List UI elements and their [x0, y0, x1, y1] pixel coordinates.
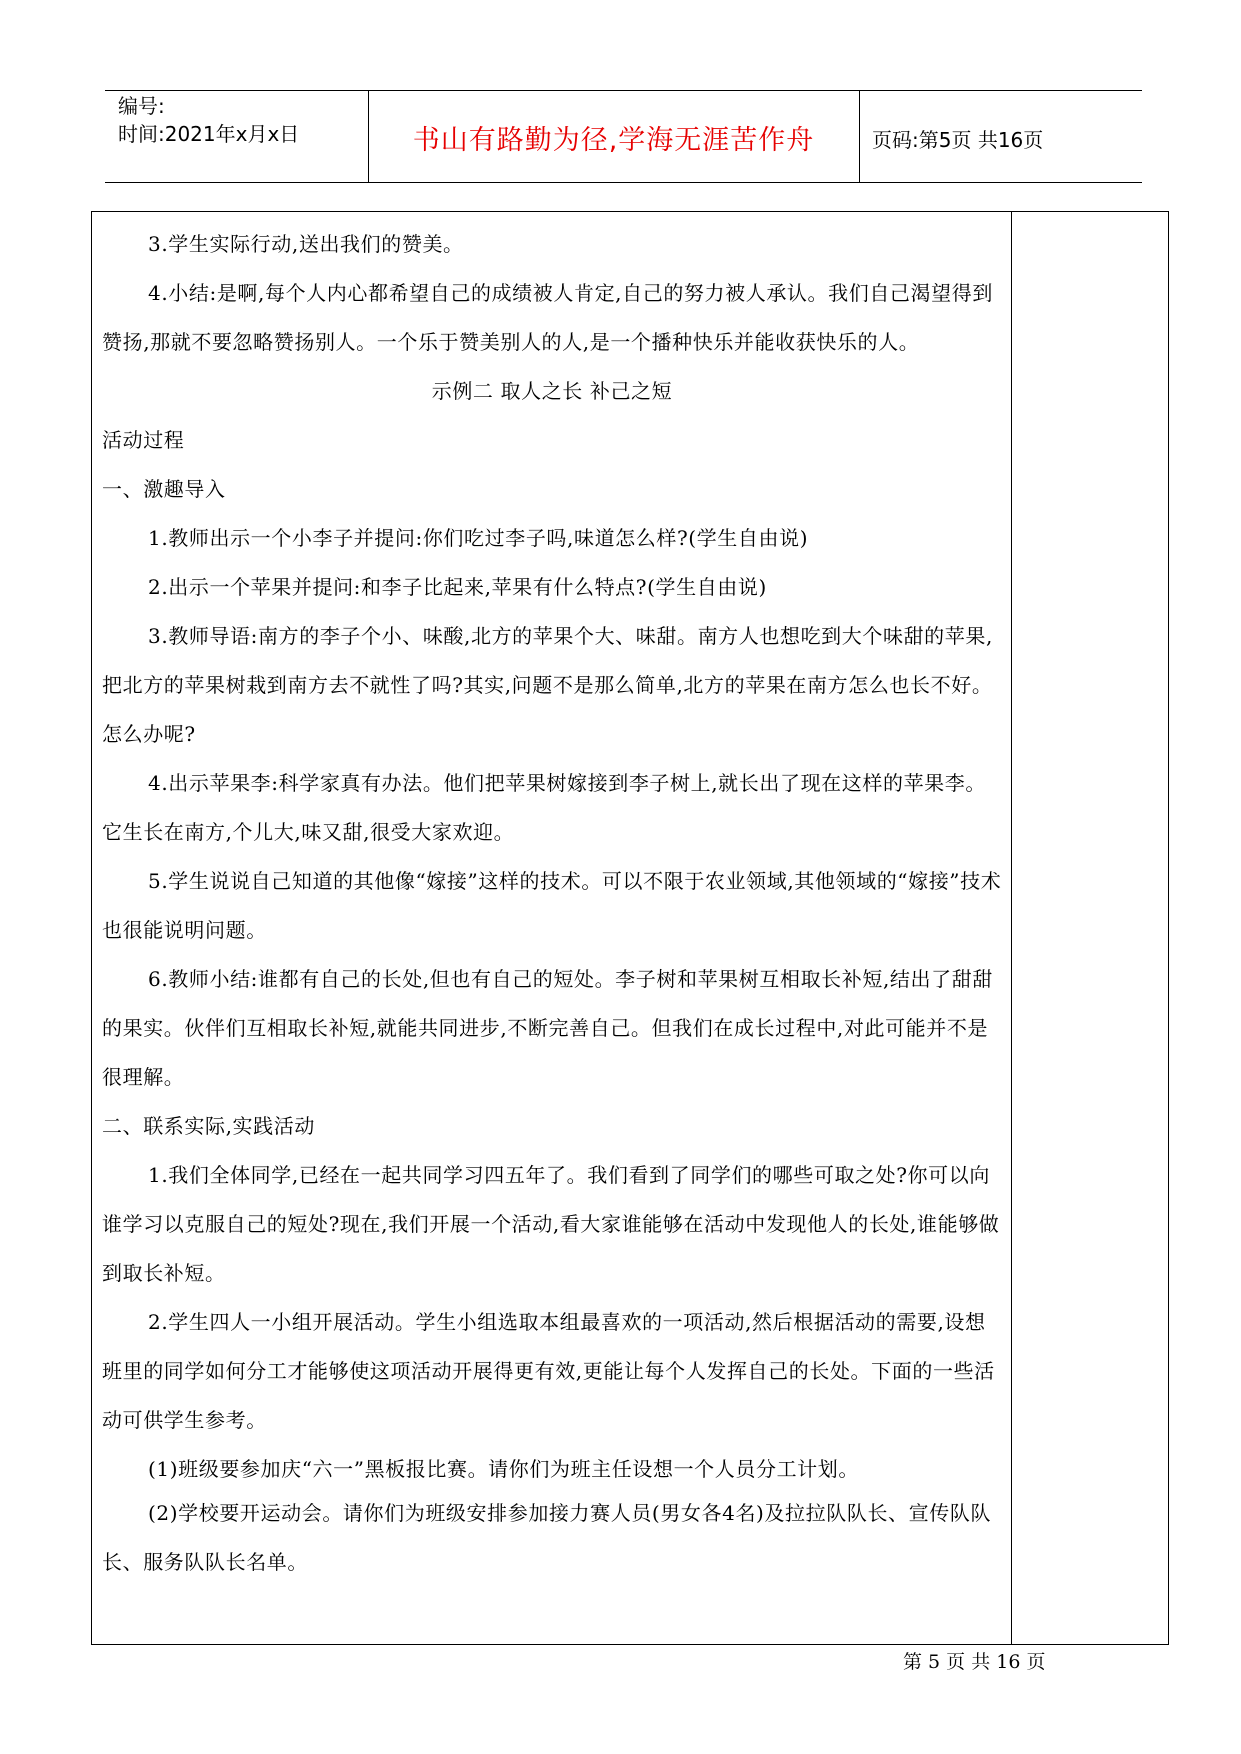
paragraph: 4.出示苹果李:科学家真有办法。他们把苹果树嫁接到李子树上,就长出了现在这样的苹果李。它生长在南方,个儿大,味又甜,很受大家欢迎。: [102, 771, 986, 844]
paragraph: 3.教师导语:南方的李子个小、味酸,北方的苹果个大、味甜。南方人也想吃到大个味甜的苹果,把北方的苹果树栽到南方去不就性了吗?其实,问题不是那么简单,北方的苹果在南方怎么也长不好。怎么办呢?: [102, 624, 993, 746]
number-label: 编号:: [118, 94, 165, 118]
header-divider-right: [859, 90, 860, 183]
header-page-label: 页码:第5页 共16页: [872, 128, 1044, 152]
paragraph: 3.学生实际行动,送出我们的赞美。: [148, 232, 464, 256]
list-item: (2)学校要开运动会。请你们为班级安排参加接力赛人员(男女各4名)及拉拉队队长、宣传队队长、服务队队长名单。: [102, 1501, 992, 1574]
section-heading: 二、联系实际,实践活动: [102, 1114, 315, 1138]
header-meta: [118, 92, 299, 148]
paragraph: 2.学生四人一小组开展活动。学生小组选取本组最喜欢的一项活动,然后根据活动的需要,设想班里的同学如何分工才能够使这项活动开展得更有效,更能让每个人发挥自己的长处。下面的一些活动可供学生参考。: [102, 1310, 995, 1432]
time-label: 时间:2021年x月x日: [118, 122, 300, 146]
paragraph: 5.学生说说自己知道的其他像“嫁接”这样的技术。可以不限于农业领域,其他领域的“嫁接”技术也很能说明问题。: [102, 869, 1002, 942]
example-title: 示例二 取人之长 补己之短: [431, 379, 673, 403]
header-bottom-rule: [105, 182, 1142, 183]
paragraph: 6.教师小结:谁都有自己的长处,但也有自己的短处。李子树和苹果树互相取长补短,结出了甜甜的果实。伙伴们互相取长补短,就能共同进步,不断完善自己。但我们在成长过程中,对此可能并不是很理解。: [102, 967, 993, 1089]
table-column-divider: [1011, 211, 1012, 1645]
paragraph: 4.小结:是啊,每个人内心都希望自己的成绩被人肯定,自己的努力被人承认。我们自己渴望得到赞扬,那就不要忽略赞扬别人。一个乐于赞美别人的人,是一个播种快乐并能收获快乐的人。: [102, 281, 993, 354]
list-item: (1)班级要参加庆“六一”黑板报比赛。请你们为班主任设想一个人员分工计划。: [148, 1457, 859, 1481]
section-heading: 一、激趣导入: [102, 477, 226, 501]
header-motto: 书山有路勤为径,学海无涯苦作舟: [412, 125, 815, 156]
page-footer: 第 5 页 共 16 页: [903, 1651, 1046, 1673]
lesson-content: [102, 220, 1002, 1587]
paragraph: 2.出示一个苹果并提问:和李子比起来,苹果有什么特点?(学生自由说): [148, 575, 767, 599]
section-heading: 活动过程: [102, 428, 185, 452]
paragraph: 1.教师出示一个小李子并提问:你们吃过李子吗,味道怎么样?(学生自由说): [148, 526, 809, 550]
header-top-rule: [105, 90, 1142, 91]
paragraph: 1.我们全体同学,已经在一起共同学习四五年了。我们看到了同学们的哪些可取之处?你可以向谁学习以克服自己的短处?现在,我们开展一个活动,看大家谁能够在活动中发现他人的长处,谁能够做到取长补短。: [102, 1163, 1000, 1285]
